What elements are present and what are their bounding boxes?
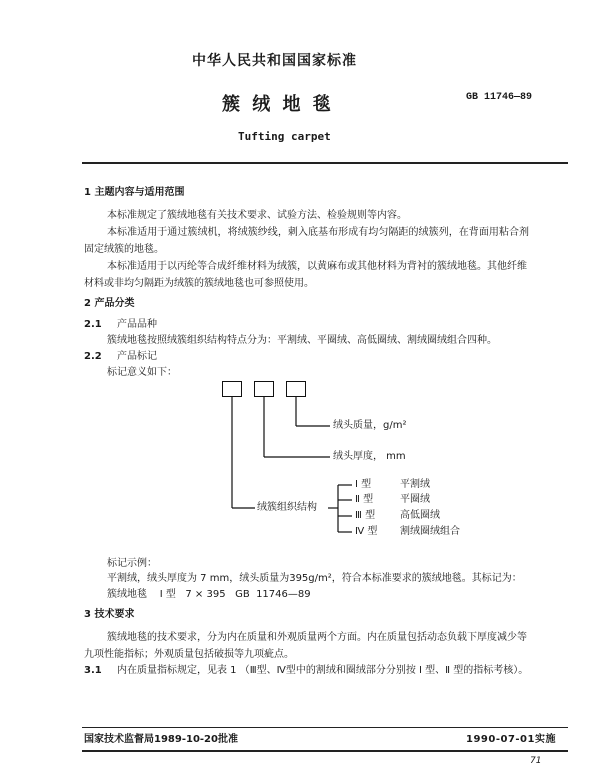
section-2-1-text: 簇绒地毯按照绒簇组织结构特点分为：平割绒、平圈绒、高低圈绒、割绒圈绒组合四种。 (107, 335, 497, 346)
type-3-desc: 高低圈绒 (400, 510, 440, 521)
type-4-label: Ⅳ 型 (355, 526, 378, 537)
section-3-para-1b: 九项性能指标；外观质量包括破损等九项疵点。 (84, 649, 294, 660)
marking-example-mark: 簇绒地毯 Ⅰ 型 7 × 395 GB 11746—89 (107, 589, 311, 600)
section-3-heading: 3 技术要求 (84, 609, 135, 620)
section-2-2-number: 2.2 (84, 351, 102, 362)
label-tuft-structure: 绒簇组织结构 (257, 502, 317, 513)
marking-example-text: 平割绒，绒头厚度为 7 mm，绒头质量为395g/m²，符合本标准要求的簇绒地毯。其标记为： (107, 573, 522, 584)
type-1-label: Ⅰ 型 (355, 479, 372, 490)
section-1-para-3a: 本标准适用于以丙纶等合成纤维材料为绒簇，以黄麻布或其他材料为背衬的簇绒地毯。其他纤维 (107, 261, 527, 272)
effective-date: 1990-07-01实施 (466, 734, 556, 745)
section-1-para-2a: 本标准适用于通过簇绒机，将绒簇纱线，刺入底基布形成有均匀隔距的绒簇列，在背面用粘合剂 (107, 227, 530, 238)
marking-example-label: 标记示例： (107, 558, 157, 569)
section-2-2-text: 标记意义如下： (107, 367, 177, 378)
type-1-desc: 平割绒 (400, 479, 430, 490)
doc-title: 簇 绒 地 毯 (222, 94, 334, 115)
section-3-1-text: 内在质量指标规定，见表 1 （Ⅲ型、Ⅳ型中的割绒和圈绒部分分别按 Ⅰ 型、Ⅱ 型的指标考核）。 (117, 665, 529, 676)
label-pile-thickness: 绒头厚度， mm (333, 451, 406, 462)
section-2-1-title: 产品品种 (117, 319, 157, 330)
type-3-label: Ⅲ 型 (355, 510, 376, 521)
section-2-1-number: 2.1 (84, 319, 102, 330)
section-1-heading: 1 主题内容与适用范围 (84, 187, 185, 198)
section-1-para-2b: 固定绒簇的地毯。 (84, 244, 164, 255)
type-4-desc: 割绒圈绒组合 (400, 526, 460, 537)
type-2-desc: 平圈绒 (400, 494, 430, 505)
doc-title-english: Tufting carpet (238, 130, 331, 143)
issuing-org: 中华人民共和国国家标准 (192, 53, 357, 69)
section-2-2-title: 产品标记 (117, 351, 157, 362)
section-1-para-3b: 材料或非均匀隔距为绒簇的簇绒地毯也可参照使用。 (84, 278, 314, 289)
standard-number: GB 11746—89 (466, 92, 533, 103)
page-number: 71 (530, 756, 542, 766)
section-3-para-1a: 簇绒地毯的技术要求，分为内在质量和外观质量两个方面。内在质量包括动态负载下厚度减少等 (107, 632, 527, 643)
section-1-para-1: 本标准规定了簇绒地毯有关技术要求、试验方法、检验规则等内容。 (107, 210, 407, 221)
section-2-heading: 2 产品分类 (84, 298, 135, 309)
section-3-1-number: 3.1 (84, 665, 102, 676)
label-pile-mass: 绒头质量，g/m² (333, 420, 407, 431)
type-2-label: Ⅱ 型 (355, 494, 374, 505)
approval-line: 国家技术监督局1989-10-20批准 (84, 734, 238, 745)
footer-rule-bottom (82, 750, 568, 752)
footer-rule-top (82, 727, 568, 728)
